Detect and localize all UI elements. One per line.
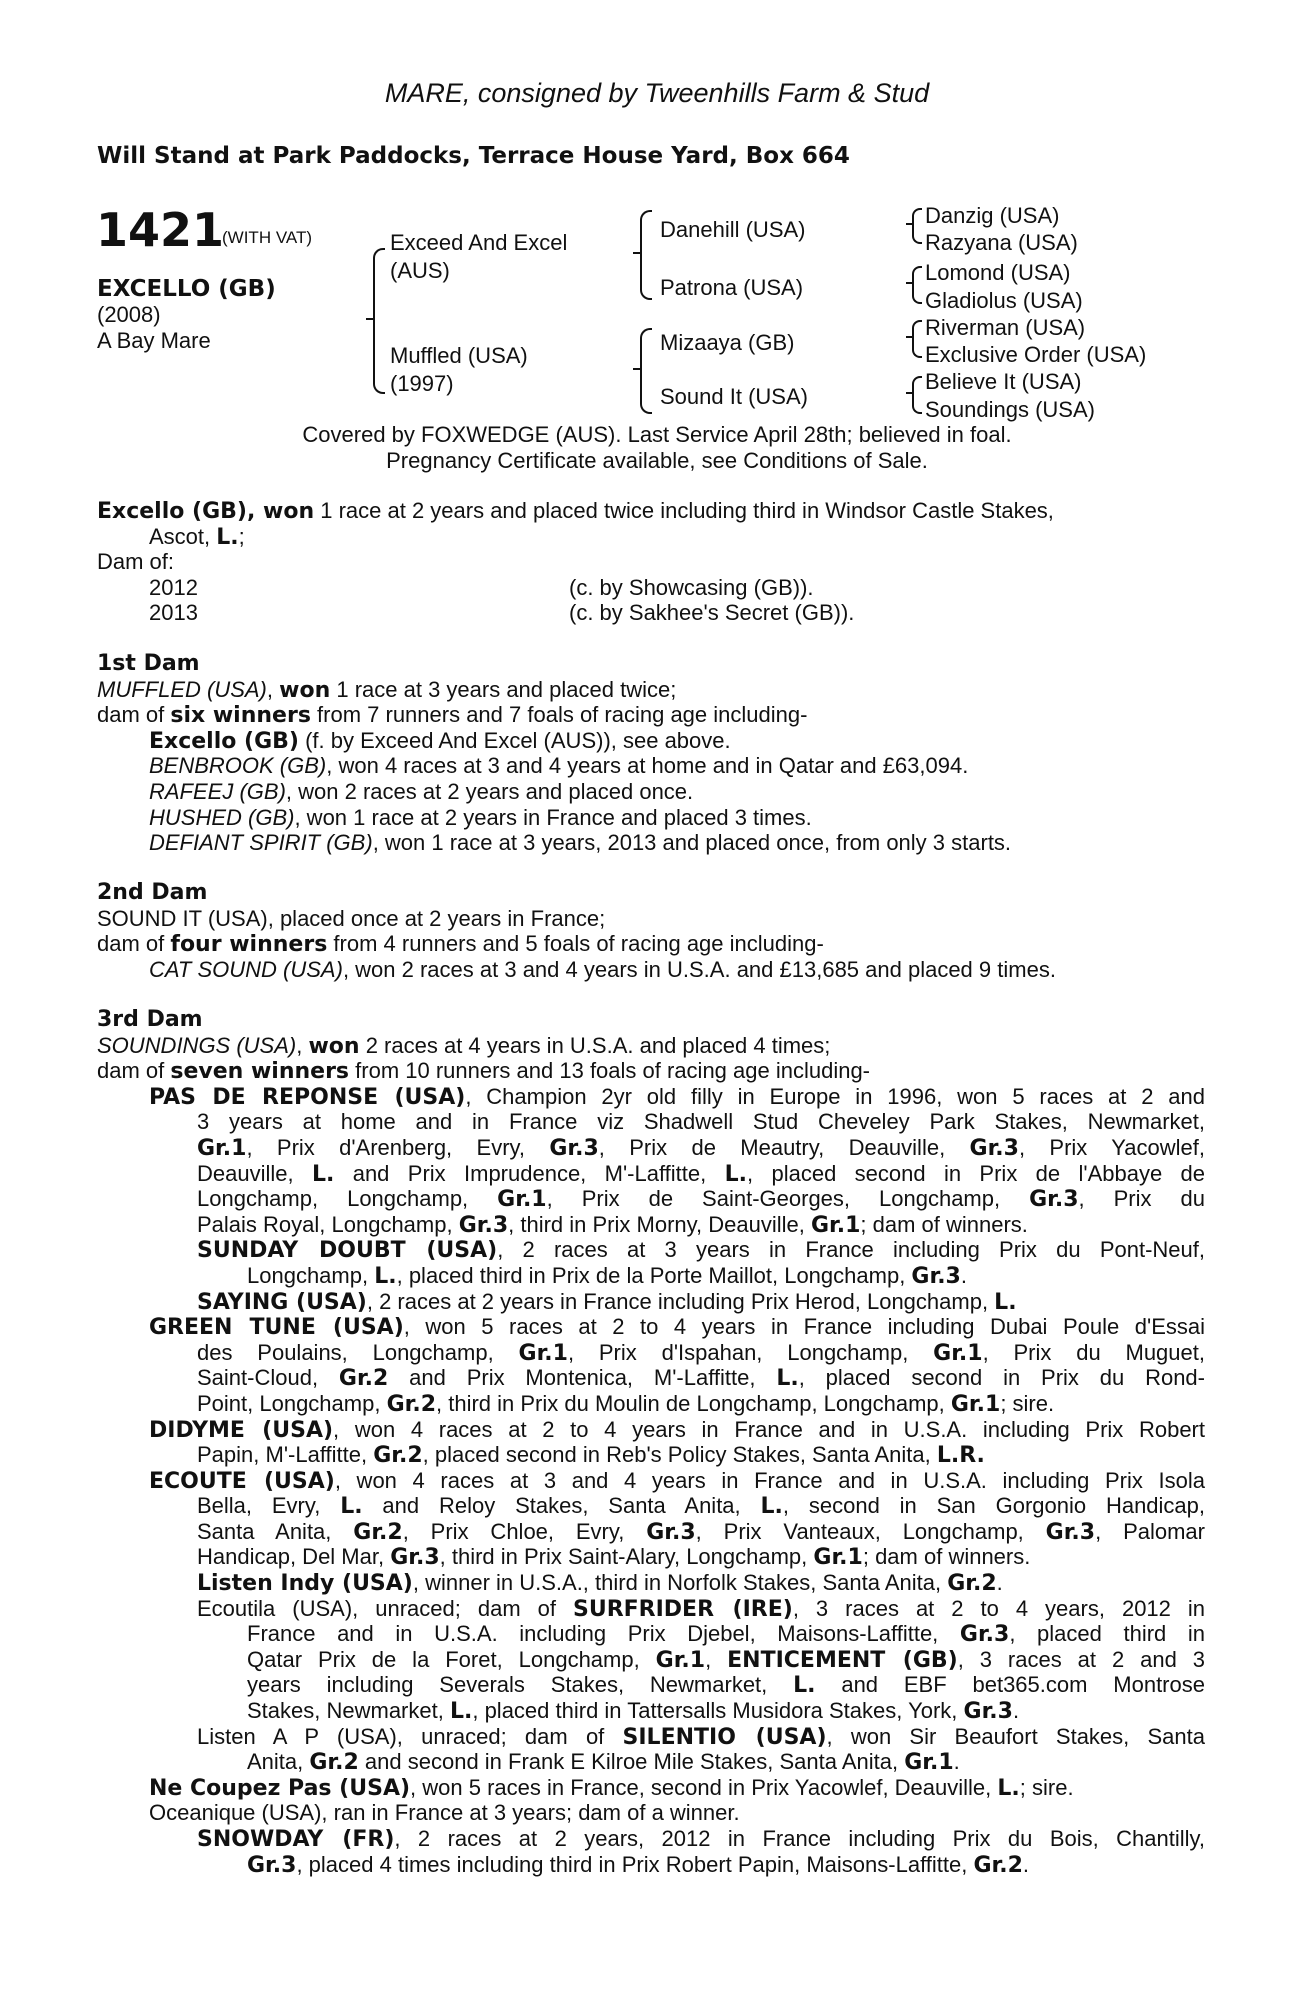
third-dam-row-19: Handicap, Del Mar, Gr.3, third in Prix Saint-Alary, Longchamp, Gr.1; dam of winners.: [197, 1544, 1031, 1571]
third-dam-row-29: Oceanique (USA), ran in France at 3 years; dam of a winner.: [149, 1800, 740, 1826]
pedigree-brace-sd-tip: [906, 282, 912, 284]
third-dam-section: [97, 1007, 1205, 1877]
excello-offspring-2: 2013 (c. by Sakhee's Secret (GB)).: [149, 600, 855, 626]
third-dam-row-13: Point, Longchamp, Gr.2, third in Prix du Moulin de Longchamp, Longchamp, Gr.1; sire.: [197, 1390, 1055, 1417]
pedigree-brace-sire: [640, 210, 652, 300]
lot-number: 1421: [96, 203, 225, 257]
third-dam-row-17: Bella, Evry, L. and Reloy Stakes, Santa Anita, L., second in San Gorgonio Handicap,: [197, 1493, 1205, 1519]
first-dam-line-2: dam of six winners from 7 runners and 7 foals of racing age including-: [97, 702, 808, 729]
third-dam-heading: 3rd Dam: [97, 1007, 203, 1032]
pedigree-dsd: Exclusive Order (USA): [925, 342, 1147, 367]
pedigree-dds: Believe It (USA): [925, 369, 1082, 394]
first-dam-line-6: HUSHED (GB), won 1 race at 2 years in France and placed 3 times.: [149, 804, 812, 830]
third-dam-row-02: 3 years at home and in France viz Shadwell Stud Cheveley Park Stakes, Newmarket,: [197, 1109, 1205, 1135]
third-dam-row-27: Anita, Gr.2 and second in Frank E Kilroe Mile Stakes, Santa Anita, Gr.1.: [247, 1749, 960, 1776]
first-dam-line-7: DEFIANT SPIRIT (GB), won 1 race at 3 years, 2013 and placed once, from only 3 starts.: [149, 830, 1012, 856]
first-dam-line-3: Excello (GB) (f. by Exceed And Excel (AUS)), see above.: [149, 727, 731, 754]
stand-location: Will Stand at Park Paddocks, Terrace House Yard, Box 664: [97, 143, 850, 169]
covered-by: Covered by FOXWEDGE (AUS). Last Service April 28th; believed in foal.: [302, 422, 1012, 447]
third-dam-row-16: ECOUTE (USA), won 4 races at 3 and 4 years in France and in U.S.A. including Prix Isola: [149, 1467, 1205, 1494]
pedigree-ss: Danehill (USA): [660, 217, 806, 242]
first-dam-line-1: MUFFLED (USA), won 1 race at 3 years and placed twice;: [97, 676, 677, 703]
third-dam-row-10: GREEN TUNE (USA), won 5 races at 2 to 4 years in France including Dubai Poule d'Essai: [149, 1314, 1205, 1340]
horse-year: (2008): [97, 302, 161, 327]
pedigree-dam-year: (1997): [390, 371, 454, 396]
third-dam-row-20: Listen Indy (USA), winner in U.S.A., third in Norfolk Stakes, Santa Anita, Gr.2.: [197, 1570, 1003, 1597]
second-dam-line-2: dam of four winners from 4 runners and 5 foals of racing age including-: [97, 931, 824, 958]
pedigree-sire: Exceed And Excel: [390, 230, 568, 255]
excello-section: [97, 498, 1205, 626]
third-dam-row-06: Palais Royal, Longchamp, Gr.3, third in Prix Morny, Deauville, Gr.1; dam of winners.: [197, 1211, 1028, 1238]
third-dam-row-15: Papin, M'-Laffitte, Gr.2, placed second in Reb's Policy Stakes, Santa Anita, L.R.: [197, 1442, 985, 1469]
third-dam-row-24: years including Severals Stakes, Newmarket, L. and EBF bet365.com Montrose: [247, 1672, 1205, 1699]
pedigree-brace-dd-tip: [906, 392, 912, 394]
third-dam-row-21: Ecoutila (USA), unraced; dam of SURFRIDER (IRE), 3 races at 2 to 4 years, 2012 in: [197, 1595, 1205, 1622]
third-dam-row-30: SNOWDAY (FR), 2 races at 2 years, 2012 in France including Prix du Bois, Chantilly,: [197, 1826, 1205, 1852]
third-dam-line-2: dam of seven winners from 10 runners and 13 foals of racing age including-: [97, 1058, 871, 1085]
third-dam-row-11: des Poulains, Longchamp, Gr.1, Prix d'Ispahan, Longchamp, Gr.1, Prix du Muguet,: [197, 1339, 1205, 1366]
pedigree-dam: Muffled (USA): [390, 343, 528, 368]
third-dam-row-14: DIDYME (USA), won 4 races at 2 to 4 years in France and in U.S.A. including Prix Robert: [149, 1416, 1205, 1443]
horse-description: A Bay Mare: [97, 328, 211, 353]
excello-offspring-1: 2012 (c. by Showcasing (GB)).: [149, 574, 814, 600]
first-dam-line-4: BENBROOK (GB), won 4 races at 3 and 4 years at home and in Qatar and £63,094.: [149, 753, 969, 779]
third-dam-row-01: PAS DE REPONSE (USA), Champion 2yr old filly in Europe in 1996, won 5 races at 2 and: [149, 1083, 1205, 1110]
third-dam-line-1: SOUNDINGS (USA), won 2 races at 4 years in U.S.A. and placed 4 times;: [97, 1032, 831, 1059]
pedigree-sds: Lomond (USA): [925, 260, 1071, 285]
third-dam-row-28: Ne Coupez Pas (USA), won 5 races in France, second in Prix Yacowlef, Deauville, L.; sire.: [149, 1774, 1074, 1801]
pedigree-brace-ds: [912, 320, 922, 358]
excello-dam-of: Dam of:: [97, 549, 175, 575]
second-dam-heading: 2nd Dam: [97, 880, 208, 905]
third-dam-row-18: Santa Anita, Gr.2, Prix Chloe, Evry, Gr.3, Prix Vanteaux, Longchamp, Gr.3, Palomar: [197, 1518, 1205, 1545]
pedigree-dss: Riverman (USA): [925, 315, 1086, 340]
horse-name: EXCELLO (GB): [97, 276, 276, 302]
excello-line-2: Ascot, L.;: [149, 523, 245, 550]
pedigree-ssd: Razyana (USA): [925, 230, 1078, 255]
third-dam-row-09: SAYING (USA), 2 races at 2 years in France including Prix Herod, Longchamp, L.: [197, 1288, 1017, 1315]
third-dam-row-23: Qatar Prix de la Foret, Longchamp, Gr.1, ENTICEMENT (GB), 3 races at 2 and 3: [247, 1646, 1205, 1673]
pedigree-sd: Patrona (USA): [660, 275, 804, 300]
pedigree-sss: Danzig (USA): [925, 203, 1060, 228]
third-dam-row-26: Listen A P (USA), unraced; dam of SILENTIO (USA), won Sir Beaufort Stakes, Santa: [197, 1723, 1205, 1750]
pedigree-brace-main-tip: [366, 318, 374, 320]
first-dam-heading: 1st Dam: [97, 651, 200, 676]
third-dam-row-31: Gr.3, placed 4 times including third in Prix Robert Papin, Maisons-Laffitte, Gr.2.: [247, 1851, 1030, 1878]
third-dam-row-08: Longchamp, L., placed third in Prix de la Porte Maillot, Longchamp, Gr.3.: [247, 1262, 967, 1289]
third-dam-row-12: Saint-Cloud, Gr.2 and Prix Montenica, M'-Laffitte, L., placed second in Prix du Rond-: [197, 1365, 1205, 1391]
pedigree-brace-sire-tip: [633, 252, 641, 254]
third-dam-row-05: Longchamp, Longchamp, Gr.1, Prix de Saint-Georges, Longchamp, Gr.3, Prix du: [197, 1186, 1205, 1212]
consignor-heading: MARE, consigned by Tweenhills Farm & Stud: [384, 78, 930, 108]
pedigree-brace-dam: [640, 328, 652, 414]
pedigree-brace-ds-tip: [906, 336, 912, 338]
first-dam-line-5: RAFEEJ (GB), won 2 races at 2 years and placed once.: [149, 778, 694, 804]
pedigree-brace-ss-tip: [906, 223, 912, 225]
excello-line-1: Excello (GB), won 1 race at 2 years and placed twice including third in Windsor Castle Stakes,: [97, 498, 1054, 524]
pedigree-brace-dd: [912, 376, 922, 414]
pedigree-sdd: Gladiolus (USA): [925, 288, 1083, 313]
third-dam-row-07: SUNDAY DOUBT (USA), 2 races at 3 years in France including Prix du Pont-Neuf,: [197, 1237, 1205, 1263]
pedigree-ddd: Soundings (USA): [925, 397, 1095, 422]
vat-label: (WITH VAT): [222, 228, 313, 247]
pedigree-brace-main: [373, 248, 385, 394]
pedigree-dd: Sound It (USA): [660, 384, 808, 409]
second-dam-line-3: CAT SOUND (USA), won 2 races at 3 and 4 years in U.S.A. and £13,685 and placed 9 times.: [149, 956, 1056, 982]
third-dam-row-25: Stakes, Newmarket, L., placed third in Tattersalls Musidora Stakes, York, Gr.3.: [247, 1698, 1020, 1725]
pedigree-brace-ss: [912, 208, 922, 244]
second-dam-section: [97, 880, 1205, 982]
third-dam-row-22: France and in U.S.A. including Prix Djebel, Maisons-Laffitte, Gr.3, placed third in: [247, 1621, 1205, 1647]
third-dam-row-03: Gr.1, Prix d'Arenberg, Evry, Gr.3, Prix de Meautry, Deauville, Gr.3, Prix Yacowlef,: [197, 1134, 1205, 1161]
pregnancy-certificate: Pregnancy Certificate available, see Conditions of Sale.: [386, 448, 928, 473]
pedigree-ds: Mizaaya (GB): [660, 330, 795, 355]
second-dam-line-1: SOUND IT (USA), placed once at 2 years in France;: [97, 905, 606, 931]
first-dam-section: [97, 651, 1205, 856]
pedigree-brace-sd: [912, 266, 922, 304]
pedigree-sire-country: (AUS): [390, 258, 450, 283]
pedigree-brace-dam-tip: [633, 368, 641, 370]
third-dam-row-04: Deauville, L. and Prix Imprudence, M'-Laffitte, L., placed second in Prix de l'Abbaye de: [197, 1160, 1205, 1187]
